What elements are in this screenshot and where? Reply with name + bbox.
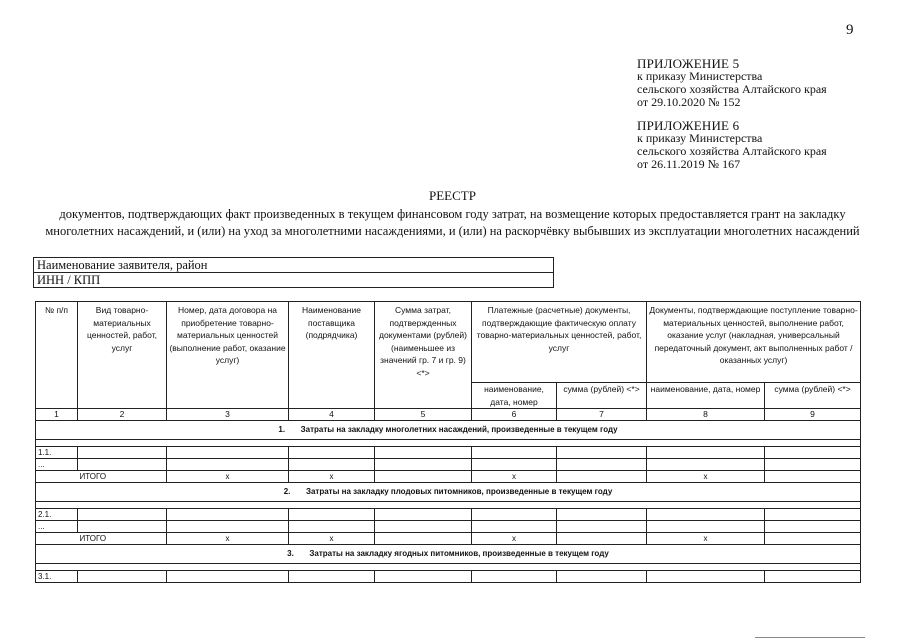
appendix-5-line-2: сельского хозяйства Алтайского края	[637, 82, 827, 96]
header-receipt-docs: Документы, подтверждающие поступление товарно-материальных ценностей, выполнение работ, оказание услуг (накладная, универсальный передаточный документ, акт выполненных работ / оказанных услуг)	[647, 302, 861, 383]
column-number: 5	[375, 409, 472, 421]
x-mark: x	[647, 533, 765, 545]
header-goods-type: Вид товарно-материальных ценностей, работ, услуг	[78, 302, 167, 409]
section-number: 2.	[283, 487, 291, 496]
row-number: 2.1.	[36, 509, 78, 521]
table-row[interactable]	[36, 459, 861, 471]
section-number: 3.	[287, 549, 294, 558]
x-mark: x	[289, 533, 375, 545]
appendix-5-title: ПРИЛОЖЕНИЕ 5	[637, 56, 740, 71]
section-1-heading	[36, 421, 861, 440]
row-ellipsis: ...	[36, 521, 78, 533]
section-title: Затраты на закладку ягодных питомников, произведенные в текущем году	[309, 549, 609, 558]
column-number: 7	[557, 409, 647, 421]
header-supplier: Наименование поставщика (подрядчика)	[289, 302, 375, 409]
row-number: 3.1.	[36, 571, 78, 583]
header-receipt-name: наименование, дата, номер	[647, 383, 765, 409]
appendix-6-line-1: к приказу Министерства	[637, 131, 763, 145]
header-receipt-sum: сумма (рублей) <*>	[765, 383, 861, 409]
section-title: Затраты на закладку многолетних насаждений, произведенные в текущем году	[300, 425, 618, 434]
appendix-5-line-3: от 29.10.2020 № 152	[637, 95, 741, 109]
x-mark: x	[647, 471, 765, 483]
appendix-5-line-1: к приказу Министерства	[637, 69, 763, 83]
document-subtitle: документов, подтверждающих факт произведенных в текущем финансовом году затрат, на возмещение которых предоставляется грант на закладку многолетних насаждений, и (или) на уход за многолетними насаждениями, и (или) на раскорчёвку выбывших из эксплуатации многолетних насаждений	[45, 207, 860, 238]
header-number: № п/п	[36, 302, 78, 409]
table-row[interactable]	[36, 521, 861, 533]
section-2-heading	[36, 483, 861, 502]
column-number: 4	[289, 409, 375, 421]
appendix-6-title: ПРИЛОЖЕНИЕ 6	[637, 118, 740, 133]
appendix-6-line-3: от 26.11.2019 № 167	[637, 157, 741, 171]
document-title: РЕЕСТР	[429, 188, 476, 203]
column-numbers-row	[36, 409, 861, 421]
header-payment-sum: сумма (рублей) <*>	[557, 383, 647, 409]
appendix-5-block	[637, 57, 827, 109]
x-mark: x	[167, 471, 289, 483]
x-mark: x	[472, 471, 557, 483]
row-number: 1.1.	[36, 447, 78, 459]
column-number: 8	[647, 409, 765, 421]
total-row	[36, 471, 861, 483]
page-number: 9	[846, 22, 854, 38]
table-row	[36, 502, 861, 509]
total-row	[36, 533, 861, 545]
column-number: 2	[78, 409, 167, 421]
table-row[interactable]	[36, 447, 861, 459]
applicant-name-field[interactable]: Наименование заявителя, район	[34, 258, 553, 273]
row-ellipsis: ...	[36, 459, 78, 471]
header-contract: Номер, дата договора на приобретение товарно-материальных ценностей (выполнение работ, оказание услуг)	[167, 302, 289, 409]
total-label: ИТОГО	[78, 471, 167, 483]
x-mark: x	[289, 471, 375, 483]
column-number: 9	[765, 409, 861, 421]
applicant-inn-field[interactable]: ИНН / КПП	[37, 273, 101, 287]
section-number: 1.	[278, 425, 286, 434]
header-sum: Сумма затрат, подтвержденных документами (рублей) (наименьшее из значений гр. 7 и гр. 9) <*>	[375, 302, 472, 409]
column-number: 1	[36, 409, 78, 421]
section-3-heading	[36, 545, 861, 564]
appendix-6-line-2: сельского хозяйства Алтайского края	[637, 144, 827, 158]
table-row	[36, 440, 861, 447]
x-mark: x	[167, 533, 289, 545]
total-label: ИТОГО	[78, 533, 167, 545]
appendix-6-block	[637, 119, 827, 171]
applicant-box	[33, 257, 554, 288]
table-row[interactable]	[36, 509, 861, 521]
table-row[interactable]	[36, 571, 861, 583]
scan-artifact-line	[755, 637, 865, 638]
header-payment-docs: Платежные (расчетные) документы, подтверждающие фактическую оплату товарно-материальных ценностей, работ, услуг	[472, 302, 647, 383]
header-payment-name: наименование, дата, номер	[472, 383, 557, 409]
column-number: 3	[167, 409, 289, 421]
column-number: 6	[472, 409, 557, 421]
registry-table	[35, 301, 861, 583]
x-mark: x	[472, 533, 557, 545]
table-row	[36, 564, 861, 571]
section-title: Затраты на закладку плодовых питомников, произведенные в текущем году	[305, 487, 613, 496]
